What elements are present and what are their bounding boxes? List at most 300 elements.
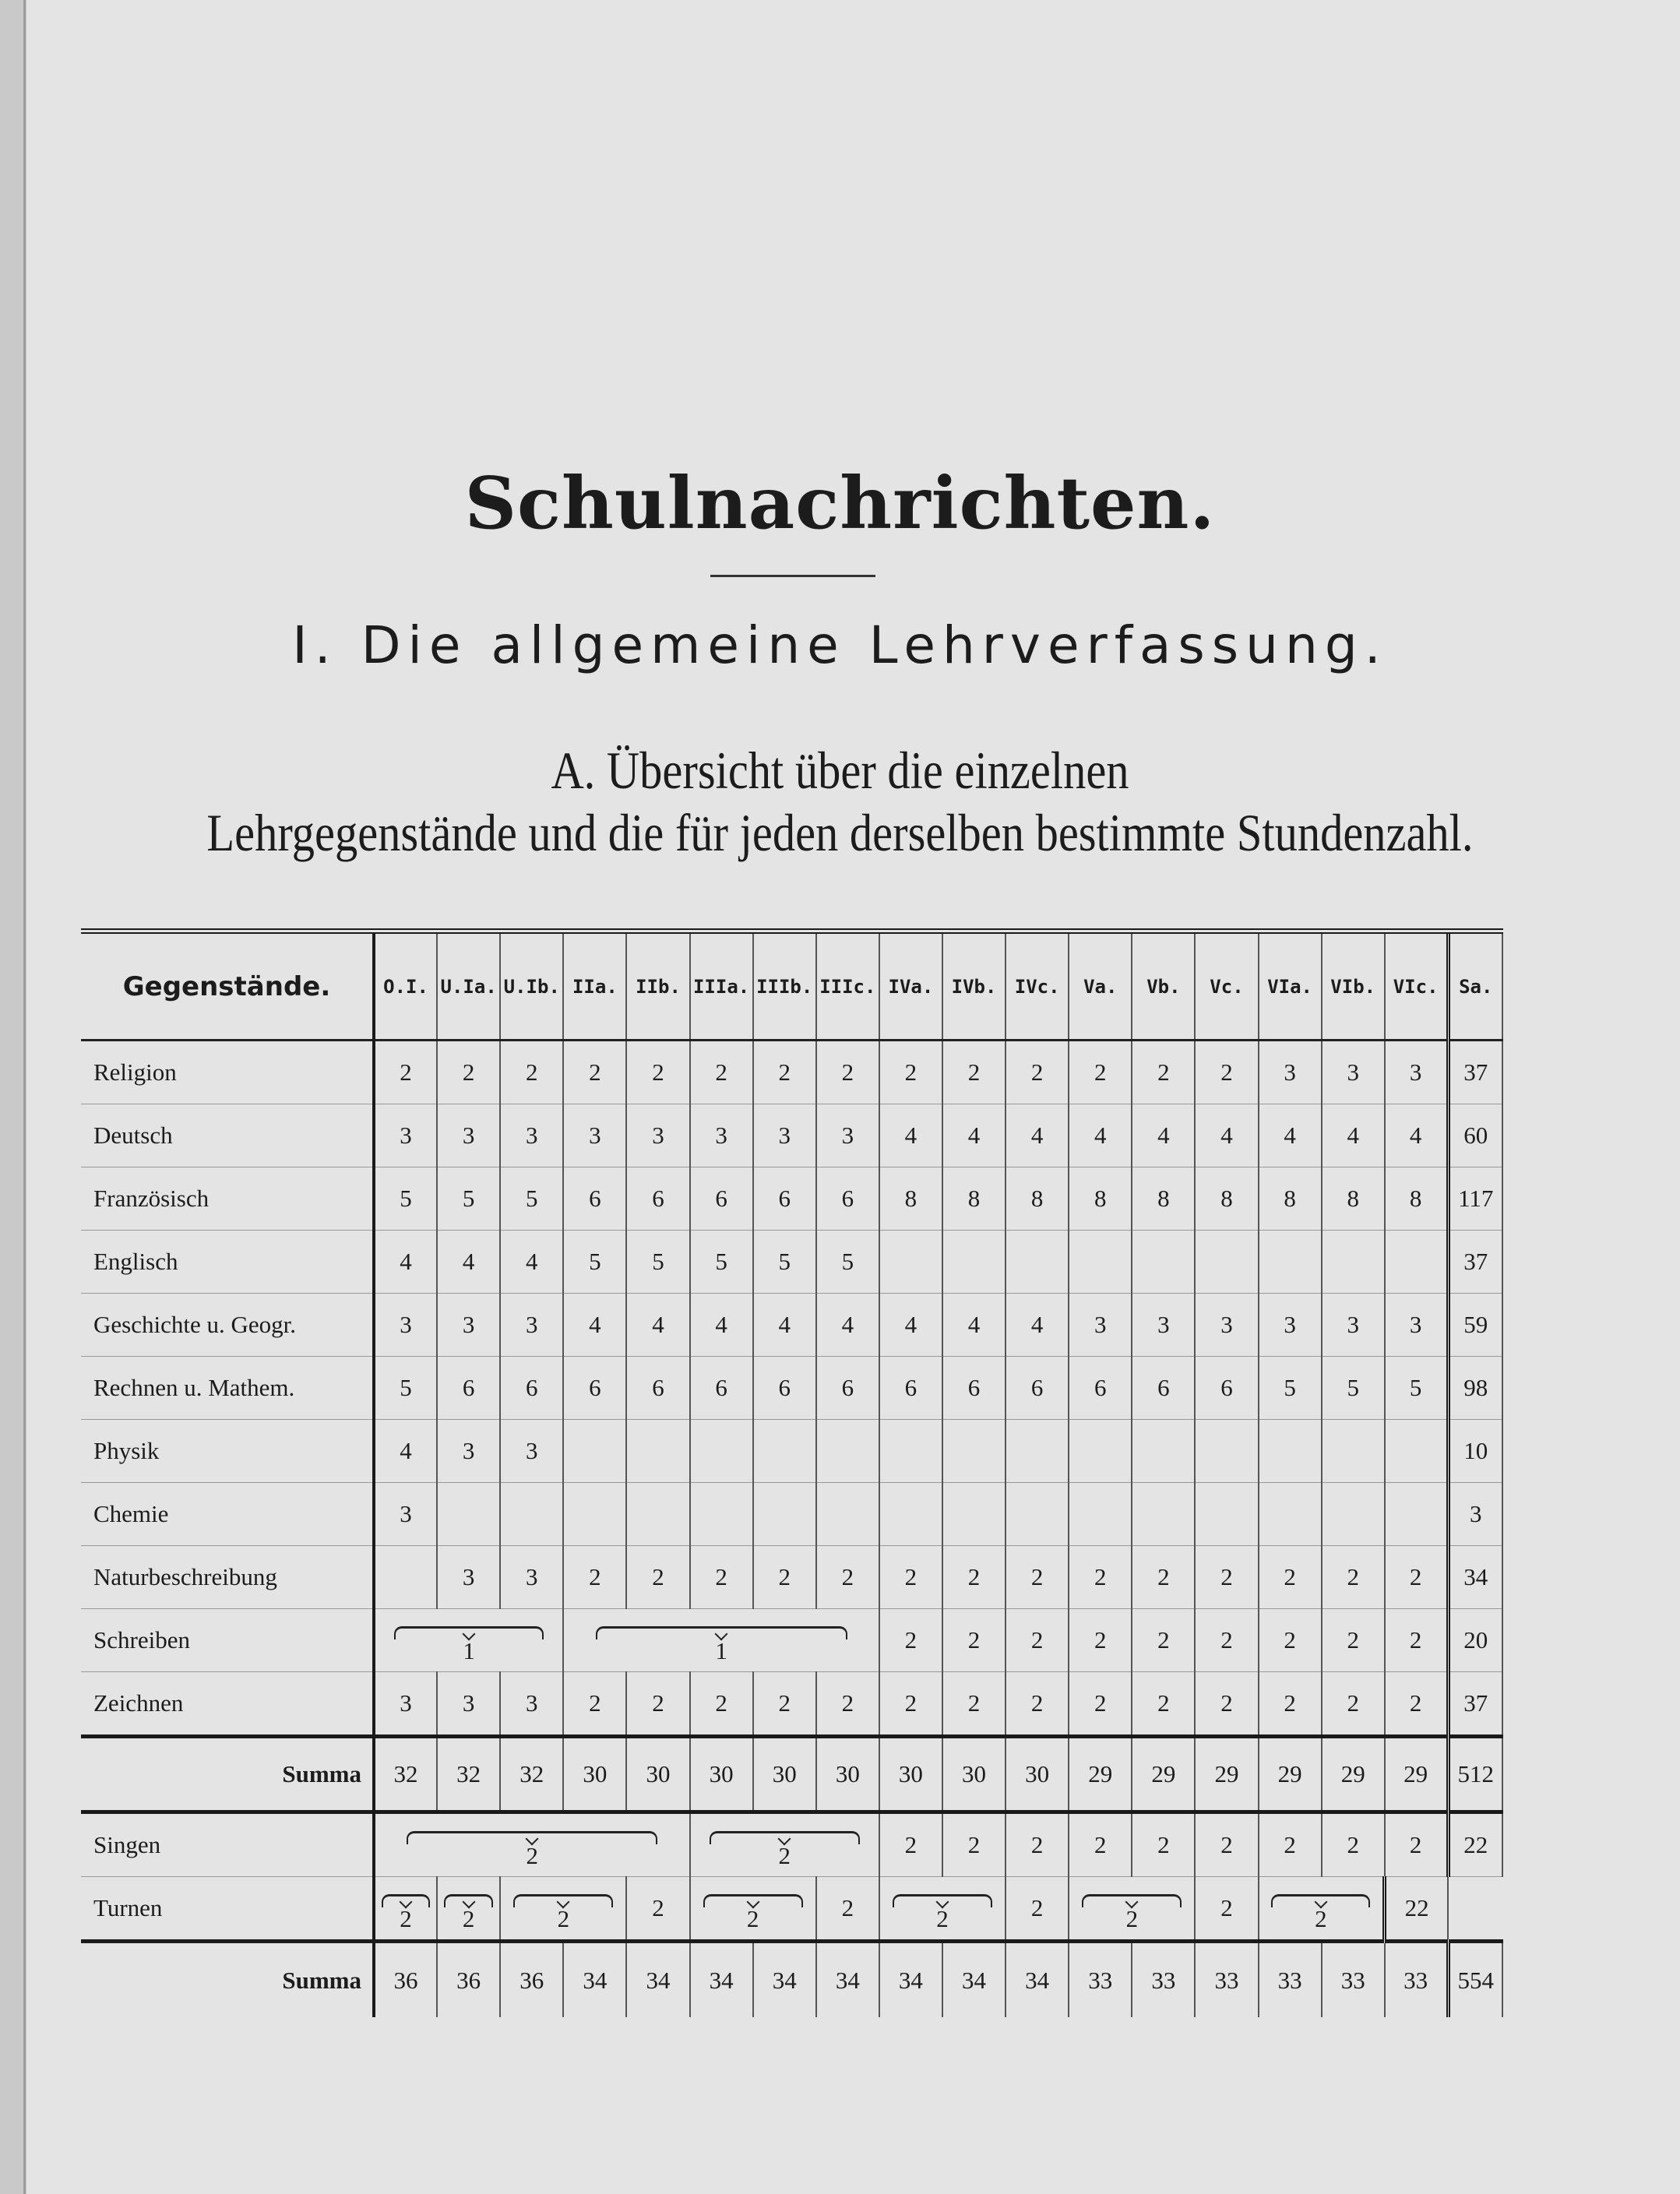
table-cell: 3 xyxy=(1259,1294,1322,1357)
table-row xyxy=(81,1546,1502,1609)
class-header: U.Ia. xyxy=(437,931,500,1041)
table-cell: 2 xyxy=(1132,1672,1195,1737)
table-cell: 2 xyxy=(816,1672,879,1737)
table-cell: 6 xyxy=(626,1167,689,1231)
table-cell: 33 xyxy=(1385,1942,1448,2018)
class-header: Vb. xyxy=(1132,931,1195,1041)
table-cell: 2 xyxy=(879,1041,942,1104)
table-cell: 34 xyxy=(690,1942,753,2018)
class-header: IIa. xyxy=(563,931,626,1041)
table-cell: 2 xyxy=(690,1672,753,1737)
table-cell: 2 xyxy=(816,1041,879,1104)
table-cell xyxy=(1385,1231,1448,1294)
class-header: IIIb. xyxy=(753,931,816,1041)
table-cell: 4 xyxy=(1006,1104,1069,1167)
subtitle-line-2: Lehrgegenstände und die für jeden derselben bestimmte Stundenzahl. xyxy=(206,803,1474,862)
brace-icon: 2 xyxy=(691,1877,815,1939)
table-cell: 6 xyxy=(500,1357,563,1420)
table-cell xyxy=(942,1231,1006,1294)
table-cell xyxy=(816,1483,879,1546)
table-cell: 30 xyxy=(942,1737,1006,1812)
class-header: IIIa. xyxy=(690,931,753,1041)
table-cell: 3 xyxy=(626,1104,689,1167)
row-total: 512 xyxy=(1448,1737,1502,1812)
table-cell: 2 xyxy=(879,1609,942,1672)
table-cell: 4 xyxy=(374,1231,437,1294)
table-cell: 4 xyxy=(1006,1294,1069,1357)
table-cell: 8 xyxy=(1069,1167,1132,1231)
table-cell: 6 xyxy=(690,1357,753,1420)
brace-icon: 2 xyxy=(691,1814,879,1876)
table-cell: 2 xyxy=(1259,1546,1322,1609)
table-cell: 2 xyxy=(942,1041,1006,1104)
table-cell xyxy=(753,1420,816,1483)
table-cell: 6 xyxy=(626,1357,689,1420)
table-cell: 3 xyxy=(374,1483,437,1546)
table-cell: 8 xyxy=(1006,1167,1069,1231)
table-cell xyxy=(879,1231,942,1294)
brace-icon: 2 xyxy=(1259,1877,1383,1939)
table-cell: 30 xyxy=(563,1737,626,1812)
table-cell: 3 xyxy=(1132,1294,1195,1357)
row-total: 37 xyxy=(1448,1041,1502,1104)
table-cell: 3 xyxy=(690,1104,753,1167)
table-cell: 4 xyxy=(942,1294,1006,1357)
table-cell: 2 xyxy=(1322,1812,1385,1877)
table-cell: 30 xyxy=(879,1737,942,1812)
table-cell xyxy=(563,1483,626,1546)
table-cell: 5 xyxy=(374,1357,437,1420)
table-cell: 6 xyxy=(1132,1357,1195,1420)
table-cell: 33 xyxy=(1259,1942,1322,2018)
table-cell: 33 xyxy=(1069,1942,1132,2018)
table-cell xyxy=(1006,1483,1069,1546)
table-cell: 2 xyxy=(626,1672,689,1737)
table-cell: 6 xyxy=(563,1167,626,1231)
brace-icon: 1 xyxy=(375,1609,562,1671)
table-cell: 36 xyxy=(437,1942,500,2018)
table-cell: 2 xyxy=(374,1041,437,1104)
class-header: VIa. xyxy=(1259,931,1322,1041)
table-cell: 6 xyxy=(690,1167,753,1231)
table-cell: 2 xyxy=(1322,1672,1385,1737)
class-header: IVa. xyxy=(879,931,942,1041)
header-row xyxy=(81,931,1502,1041)
table-cell xyxy=(1195,1231,1258,1294)
brace-icon: 2 xyxy=(1069,1877,1194,1939)
table-cell xyxy=(1259,1420,1322,1483)
grouped-cell xyxy=(690,1877,816,1942)
brace-icon: 1 xyxy=(564,1609,879,1671)
table-cell: 6 xyxy=(816,1167,879,1231)
subject-name: Geschichte u. Geogr. xyxy=(81,1294,374,1357)
table-cell xyxy=(942,1420,1006,1483)
subject-name: Schreiben xyxy=(81,1609,374,1672)
grouped-cell xyxy=(690,1812,879,1877)
summa-label: Summa xyxy=(81,1942,374,2018)
table-cell: 2 xyxy=(816,1546,879,1609)
table-cell: 34 xyxy=(879,1942,942,2018)
table-cell: 33 xyxy=(1195,1942,1258,2018)
spine-shadow xyxy=(23,0,26,2194)
table-cell xyxy=(437,1483,500,1546)
lesson-hours-table xyxy=(81,928,1503,2017)
row-total: 117 xyxy=(1448,1167,1502,1231)
table-cell xyxy=(690,1483,753,1546)
row-total: 554 xyxy=(1448,1942,1502,2018)
table-cell: 3 xyxy=(816,1104,879,1167)
table-cell xyxy=(753,1483,816,1546)
table-cell: 2 xyxy=(1069,1041,1132,1104)
table-cell: 34 xyxy=(942,1942,1006,2018)
table-cell xyxy=(816,1420,879,1483)
table-cell: 4 xyxy=(437,1231,500,1294)
table-cell xyxy=(1322,1231,1385,1294)
table-cell xyxy=(500,1483,563,1546)
subject-name: Religion xyxy=(81,1041,374,1104)
subject-name: Französisch xyxy=(81,1167,374,1231)
table-cell: 6 xyxy=(1006,1357,1069,1420)
table-cell xyxy=(1069,1420,1132,1483)
table-cell: 2 xyxy=(1006,1812,1069,1877)
table-cell xyxy=(1385,1420,1448,1483)
table-row xyxy=(81,1483,1502,1546)
table-cell: 3 xyxy=(1322,1041,1385,1104)
class-header: Vc. xyxy=(1195,931,1258,1041)
table-cell: 4 xyxy=(1195,1104,1258,1167)
table-cell: 6 xyxy=(753,1357,816,1420)
table-cell xyxy=(1069,1231,1132,1294)
table-cell: 4 xyxy=(1385,1104,1448,1167)
table-row-turnen xyxy=(81,1877,1502,1942)
table-cell: 3 xyxy=(1069,1294,1132,1357)
table-cell xyxy=(1006,1420,1069,1483)
table-cell: 2 xyxy=(1006,1609,1069,1672)
table-cell: 3 xyxy=(437,1104,500,1167)
table-cell: 32 xyxy=(374,1737,437,1812)
table-cell: 2 xyxy=(753,1546,816,1609)
table-row xyxy=(81,1104,1502,1167)
table-cell: 2 xyxy=(563,1041,626,1104)
subject-name: Singen xyxy=(81,1812,374,1877)
summa-label: Summa xyxy=(81,1737,374,1812)
subject-name: Zeichnen xyxy=(81,1672,374,1737)
class-header: IVc. xyxy=(1006,931,1069,1041)
table-cell xyxy=(879,1420,942,1483)
table-cell xyxy=(690,1420,753,1483)
table-cell: 2 xyxy=(1322,1546,1385,1609)
total-column-header: Sa. xyxy=(1448,931,1502,1041)
table-cell: 2 xyxy=(1006,1877,1069,1942)
summa-row xyxy=(81,1942,1502,2018)
table-cell: 6 xyxy=(816,1357,879,1420)
subject-column-header: Gegenstände. xyxy=(81,931,374,1041)
table-cell: 2 xyxy=(1069,1812,1132,1877)
table-cell: 32 xyxy=(437,1737,500,1812)
table-cell: 3 xyxy=(563,1104,626,1167)
table-cell: 2 xyxy=(1195,1041,1258,1104)
subject-name: Englisch xyxy=(81,1231,374,1294)
table-cell: 4 xyxy=(1322,1104,1385,1167)
row-total: 59 xyxy=(1448,1294,1502,1357)
subject-name: Turnen xyxy=(81,1877,374,1942)
table-cell: 4 xyxy=(879,1104,942,1167)
table-cell: 29 xyxy=(1259,1737,1322,1812)
table-cell: 2 xyxy=(1322,1609,1385,1672)
table-cell: 2 xyxy=(1195,1672,1258,1737)
table-cell: 2 xyxy=(1132,1812,1195,1877)
row-total: 22 xyxy=(1448,1812,1502,1877)
table-cell: 3 xyxy=(437,1546,500,1609)
brace-icon: 2 xyxy=(501,1877,625,1939)
table-cell: 5 xyxy=(1385,1357,1448,1420)
table-cell: 2 xyxy=(753,1672,816,1737)
table-cell: 5 xyxy=(1322,1357,1385,1420)
brace-icon: 2 xyxy=(880,1877,1005,1939)
grouped-cell xyxy=(1259,1877,1385,1942)
table-cell xyxy=(1069,1483,1132,1546)
table-cell: 3 xyxy=(1322,1294,1385,1357)
table-cell: 2 xyxy=(1132,1041,1195,1104)
table-cell: 2 xyxy=(1385,1672,1448,1737)
table-cell: 5 xyxy=(626,1231,689,1294)
subject-name: Rechnen u. Mathem. xyxy=(81,1357,374,1420)
grouped-cell xyxy=(437,1877,500,1942)
table-cell xyxy=(942,1483,1006,1546)
table-cell: 3 xyxy=(500,1420,563,1483)
table-cell: 5 xyxy=(563,1231,626,1294)
section-heading: I. Die allgemeine Lehrverfassung. xyxy=(292,615,1388,675)
table-cell xyxy=(879,1483,942,1546)
table-cell: 2 xyxy=(753,1041,816,1104)
table-row xyxy=(81,1420,1502,1483)
table-row xyxy=(81,1167,1502,1231)
table-cell: 2 xyxy=(1132,1609,1195,1672)
table-cell: 5 xyxy=(374,1167,437,1231)
table-cell: 6 xyxy=(1195,1357,1258,1420)
table-cell: 3 xyxy=(1195,1294,1258,1357)
table-cell: 4 xyxy=(690,1294,753,1357)
table-cell: 36 xyxy=(500,1942,563,2018)
table-cell xyxy=(563,1420,626,1483)
grouped-cell xyxy=(374,1877,437,1942)
table-cell: 2 xyxy=(1006,1041,1069,1104)
grouped-cell xyxy=(879,1877,1006,1942)
table-cell: 2 xyxy=(1259,1812,1322,1877)
subject-name: Deutsch xyxy=(81,1104,374,1167)
subtitle-line-1: A. Übersicht über die einzelnen xyxy=(551,741,1129,800)
table-cell: 4 xyxy=(563,1294,626,1357)
table-cell: 8 xyxy=(879,1167,942,1231)
row-total: 20 xyxy=(1448,1609,1502,1672)
row-total: 98 xyxy=(1448,1357,1502,1420)
table-cell: 33 xyxy=(1132,1942,1195,2018)
table-cell: 29 xyxy=(1132,1737,1195,1812)
table-cell xyxy=(626,1483,689,1546)
table-cell: 30 xyxy=(626,1737,689,1812)
table-cell: 2 xyxy=(879,1812,942,1877)
table-cell: 2 xyxy=(1195,1812,1258,1877)
table-cell: 4 xyxy=(942,1104,1006,1167)
table-row xyxy=(81,1041,1502,1104)
table-cell: 3 xyxy=(500,1546,563,1609)
table-cell xyxy=(1322,1420,1385,1483)
table-cell: 30 xyxy=(753,1737,816,1812)
table-cell: 2 xyxy=(942,1672,1006,1737)
table-cell: 2 xyxy=(626,1546,689,1609)
table-cell: 4 xyxy=(753,1294,816,1357)
table-cell: 8 xyxy=(1322,1167,1385,1231)
brace-icon: 2 xyxy=(375,1877,436,1939)
table-cell: 2 xyxy=(1195,1609,1258,1672)
table-cell: 34 xyxy=(1006,1942,1069,2018)
table-cell: 2 xyxy=(1006,1672,1069,1737)
table-cell xyxy=(1006,1231,1069,1294)
table-cell: 2 xyxy=(1069,1546,1132,1609)
table-cell: 2 xyxy=(1385,1609,1448,1672)
table-cell: 8 xyxy=(1385,1167,1448,1231)
table-cell xyxy=(374,1546,437,1609)
table-cell: 2 xyxy=(1195,1546,1258,1609)
table-cell: 8 xyxy=(1259,1167,1322,1231)
table-cell: 2 xyxy=(1006,1546,1069,1609)
table-cell: 3 xyxy=(1385,1294,1448,1357)
table-cell: 4 xyxy=(374,1420,437,1483)
row-total: 34 xyxy=(1448,1546,1502,1609)
table-cell: 5 xyxy=(437,1167,500,1231)
table-cell: 6 xyxy=(437,1357,500,1420)
table-row-zeichnen xyxy=(81,1672,1502,1737)
table-cell: 2 xyxy=(1259,1672,1322,1737)
table-cell: 4 xyxy=(1132,1104,1195,1167)
table-cell: 5 xyxy=(753,1231,816,1294)
table-cell: 30 xyxy=(690,1737,753,1812)
subject-name: Naturbeschreibung xyxy=(81,1546,374,1609)
table-cell: 2 xyxy=(1132,1546,1195,1609)
class-header: IVb. xyxy=(942,931,1006,1041)
table-cell: 2 xyxy=(1069,1609,1132,1672)
table-cell xyxy=(1259,1231,1322,1294)
table-cell: 3 xyxy=(753,1104,816,1167)
grouped-cell xyxy=(1069,1877,1195,1942)
table-cell: 33 xyxy=(1322,1942,1385,2018)
table-cell: 8 xyxy=(1195,1167,1258,1231)
class-header: U.Ib. xyxy=(500,931,563,1041)
table-cell: 3 xyxy=(437,1420,500,1483)
table-cell: 6 xyxy=(1069,1357,1132,1420)
table-cell: 4 xyxy=(1069,1104,1132,1167)
row-total: 37 xyxy=(1448,1672,1502,1737)
page-title: Schulnachrichten. xyxy=(464,461,1216,545)
table-cell: 8 xyxy=(1132,1167,1195,1231)
table-cell: 34 xyxy=(626,1942,689,2018)
table-cell: 2 xyxy=(626,1041,689,1104)
table-cell: 2 xyxy=(1069,1672,1132,1737)
grouped-cell xyxy=(563,1609,879,1672)
table-cell: 30 xyxy=(1006,1737,1069,1812)
table-row xyxy=(81,1231,1502,1294)
table-cell xyxy=(1385,1483,1448,1546)
table-cell: 6 xyxy=(942,1357,1006,1420)
table-cell xyxy=(1322,1483,1385,1546)
class-header: O.I. xyxy=(374,931,437,1041)
class-header: VIb. xyxy=(1322,931,1385,1041)
book-spine xyxy=(0,0,26,2194)
grouped-cell xyxy=(500,1877,626,1942)
table-cell: 29 xyxy=(1069,1737,1132,1812)
table-cell: 8 xyxy=(942,1167,1006,1231)
table-cell: 34 xyxy=(816,1942,879,2018)
row-total: 22 xyxy=(1385,1877,1448,1942)
table-cell: 4 xyxy=(500,1231,563,1294)
table-cell: 5 xyxy=(1259,1357,1322,1420)
table-cell: 2 xyxy=(1259,1609,1322,1672)
table-cell: 3 xyxy=(1259,1041,1322,1104)
table-cell: 2 xyxy=(942,1812,1006,1877)
table-cell xyxy=(1259,1483,1322,1546)
brace-icon: 2 xyxy=(375,1814,689,1876)
table-cell: 29 xyxy=(1195,1737,1258,1812)
class-header: VIc. xyxy=(1385,931,1448,1041)
table-cell: 2 xyxy=(500,1041,563,1104)
table-cell: 2 xyxy=(1385,1812,1448,1877)
table-row-singen xyxy=(81,1812,1502,1877)
table-row xyxy=(81,1294,1502,1357)
table-cell: 36 xyxy=(374,1942,437,2018)
table-cell: 6 xyxy=(879,1357,942,1420)
table-row-schreiben xyxy=(81,1609,1502,1672)
table-cell xyxy=(1195,1420,1258,1483)
table-cell: 4 xyxy=(816,1294,879,1357)
table-row xyxy=(81,1357,1502,1420)
table-cell: 2 xyxy=(563,1546,626,1609)
table-cell xyxy=(626,1420,689,1483)
table-cell xyxy=(1132,1231,1195,1294)
subject-name: Chemie xyxy=(81,1483,374,1546)
table-cell: 2 xyxy=(690,1546,753,1609)
brace-icon: 2 xyxy=(438,1877,499,1939)
table-cell: 3 xyxy=(437,1672,500,1737)
table-cell: 3 xyxy=(500,1672,563,1737)
row-total: 37 xyxy=(1448,1231,1502,1294)
table-cell: 3 xyxy=(1385,1041,1448,1104)
table-cell: 30 xyxy=(816,1737,879,1812)
table-cell: 4 xyxy=(879,1294,942,1357)
row-total: 60 xyxy=(1448,1104,1502,1167)
table-cell: 29 xyxy=(1385,1737,1448,1812)
table-cell: 3 xyxy=(374,1672,437,1737)
table-cell: 5 xyxy=(690,1231,753,1294)
table-cell: 2 xyxy=(879,1546,942,1609)
table-cell xyxy=(1132,1483,1195,1546)
table-cell: 6 xyxy=(753,1167,816,1231)
row-total: 10 xyxy=(1448,1420,1502,1483)
table-cell: 5 xyxy=(500,1167,563,1231)
table-cell: 2 xyxy=(1385,1546,1448,1609)
table-cell: 2 xyxy=(879,1672,942,1737)
class-header: Va. xyxy=(1069,931,1132,1041)
table-cell: 2 xyxy=(563,1672,626,1737)
table-cell: 4 xyxy=(626,1294,689,1357)
table-cell: 2 xyxy=(942,1609,1006,1672)
table-cell: 2 xyxy=(1195,1877,1258,1942)
table-cell: 4 xyxy=(1259,1104,1322,1167)
table-cell xyxy=(1132,1420,1195,1483)
table-cell: 3 xyxy=(374,1294,437,1357)
class-header: IIIc. xyxy=(816,931,879,1041)
table-cell: 5 xyxy=(816,1231,879,1294)
table-cell: 2 xyxy=(816,1877,879,1942)
